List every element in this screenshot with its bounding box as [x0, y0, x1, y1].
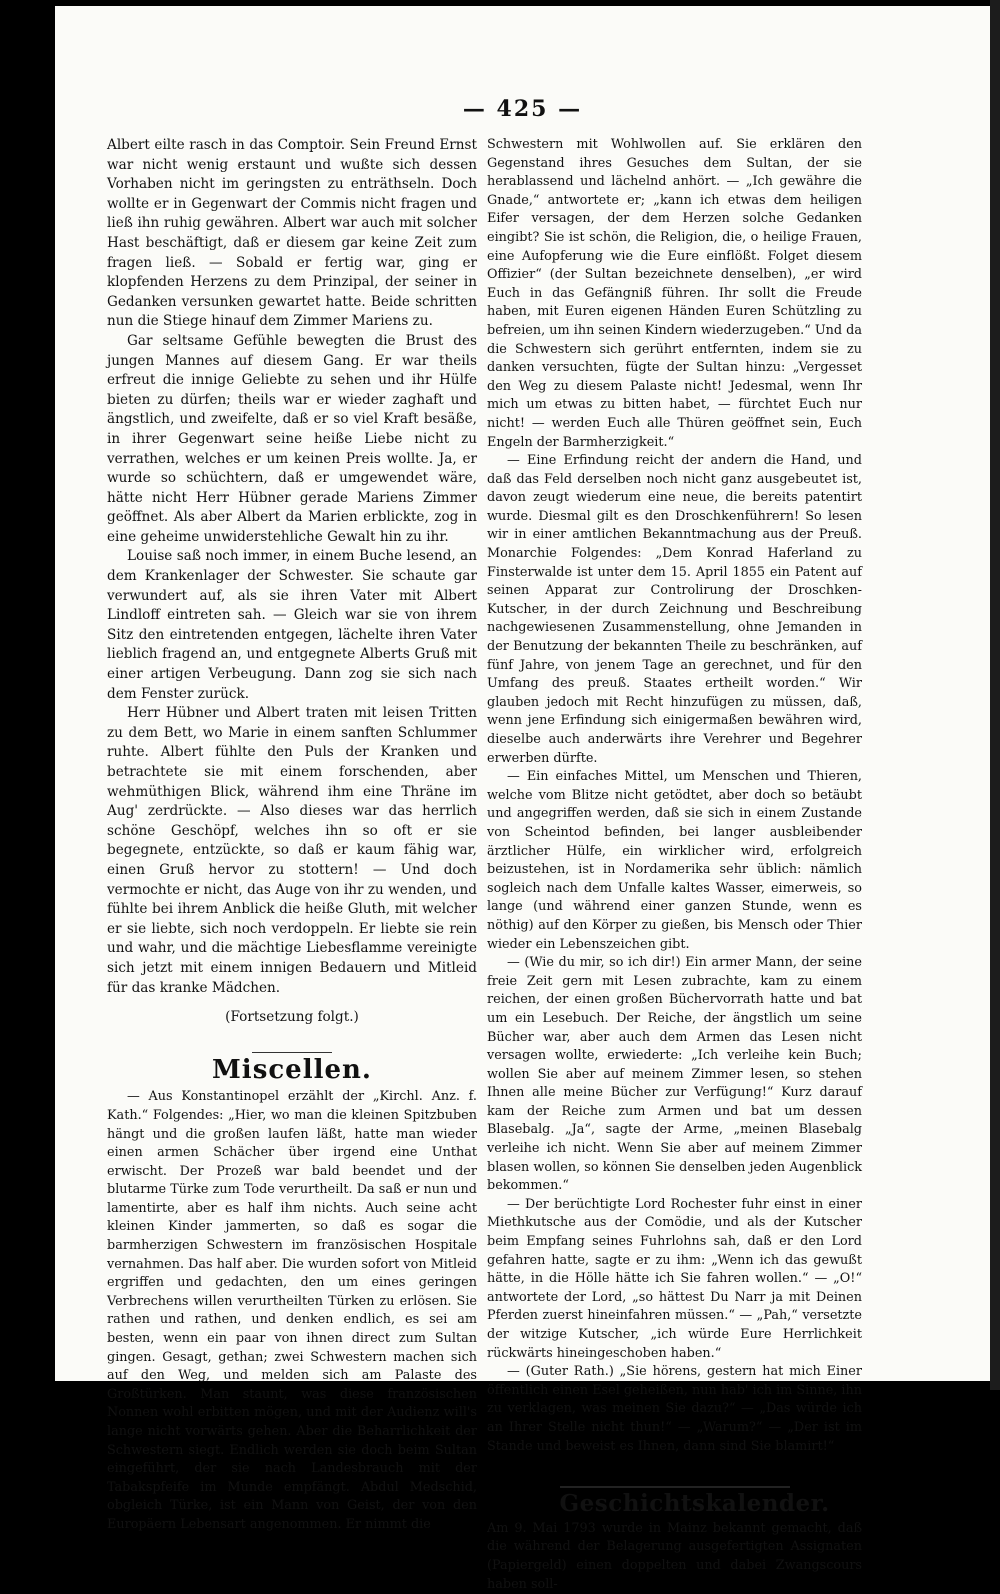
- misc-paragraph-7: — (Guter Rath.) „Sie hörens, gestern hat mich Einer öffentlich einen Esel geheißen, nun hab' ich im Sinne, ihn zu verklagen, was meinen Sie dazu?“ — „Das würde ich an Ihrer Stelle nicht thun!“ — „Warum?“ — „Der ist im Stande und beweist es Ihnen, dann sind Sie blamirt!“: [487, 1364, 862, 1454]
- misc-paragraph-3: — Eine Erfindung reicht der andern die Hand, und daß das Feld derselben noch nicht ganz ausgebeutet ist, davon zeugt wiederum eine neue, die bereits patentirt wurde. Diesmal gilt es den Droschkenführern! So lesen wir in einer amtlichen Bekanntmachung aus der Preuß. Monarchie Folgendes: „Dem Konrad Haferland zu Finsterwalde ist unter dem 15. April 1855 ein Patent auf seinen Apparat zur Controlirung der Droschken-Kutscher, in der durch Zeichnung und Beschreibung nachgewiesenen Zusammenstellung, ohne Jemanden in der Benutzung der bekannten Theile zu beschränken, auf fünf Jahre, von jenem Tage an gerechnet, und für den Umfang des preuß. Staates ertheilt worden.“ Wir glauben jedoch mit Recht hinzufügen zu müssen, daß, wenn jene Erfindung sich einigermaßen bewähren wird, dieselbe auch anderwärts ihre Verehrer und Begehrer erwerben dürfte.: [487, 453, 862, 766]
- right-column: [487, 136, 862, 1594]
- calendar-entry: Am 9. Mai 1793 wurde in Mainz bekannt gemacht, daß die während der Belagerung ausgefertigten Assignaten (Papiergeld) einen doppelten und dabei Zwangscours haben soll-: [487, 1520, 862, 1592]
- miscellany-heading: Miscellen.: [212, 1054, 372, 1085]
- story-paragraph-4: Herr Hübner und Albert traten mit leisen Tritten zu dem Bett, wo Marie in einem sanften Schlummer ruhte. Albert fühlte den Puls der Kranken und betrachtete sie mit einem forschenden, aber wehmüthigen Blick, während ihm eine Thräne im Aug' zerdrückte. — Also dieses war das herrlich schöne Geschöpf, welches ihn so oft er sie begegnete, entzückte, so daß er kaum fähig war, einen Gruß hervor zu stottern! — Und doch vermochte er nicht, das Auge von ihr zu wenden, und fühlte bei ihrem Anblick die heiße Gluth, mit welcher er sie liebte, sich noch verdoppeln. Er liebte sie rein und wahr, und die mächtige Liebesflamme vereinigte sich jetzt mit einem innigen Bedauern und Mitleid für das kranke Mädchen.: [107, 705, 477, 996]
- page-number: — 425 —: [462, 96, 583, 122]
- miscellany-continued: [487, 136, 862, 1456]
- continuation-note: (Fortsetzung folgt.): [225, 1009, 359, 1026]
- history-calendar-heading: Geschichtskalender.: [560, 1486, 790, 1514]
- misc-paragraph-6: — Der berüchtigte Lord Rochester fuhr einst in einer Miethkutsche aus der Comödie, und als der Kutscher beim Empfang seines Fuhrlohns sah, daß er den Lord gefahren hatte, sagte er zu ihm: „Wenn ich das gewußt hätte, in die Hölle hätte ich Sie fahren wollen.“ — „O!“ antwortete der Lord, „so hättest Du Narr ja mit Deinen Pferden zuerst hineinfahren müssen.“ — „Pah,“ versetzte der witzige Kutscher, „ich würde Eure Herrlichkeit rückwärts hineingeschoben haben.“: [487, 1196, 862, 1361]
- misc-paragraph-1: — Aus Konstantinopel erzählt der „Kirchl. Anz. f. Kath.“ Folgendes: „Hier, wo man die kleinen Spitzbuben hängt und die großen laufen läßt, hatte man wieder einen armen Schächer über irgend eine Unthat erwischt. Der Prozeß war bald beendet und der blutarme Türke zum Tode verurtheilt. Da saß er nun und lamentirte, aber es half ihm nichts. Auch seine acht kleinen Kinder jammerten, so daß es sogar die barmherzigen Schwestern im französischen Hospitale vernahmen. Das half aber. Die wurden sofort von Mitleid ergriffen und gedachten, den um eines geringen Verbrechens willen verurtheilten Türken zu erlösen. Sie rathen und rathen, und denken endlich, es sei am besten, wenn ein paar von ihnen direct zum Sultan gingen. Gesagt, gethan; zwei Schwestern machen sich auf den Weg, und melden sich am Palaste des Großtürken. Man staunt, was diese französischen Nonnen wohl erbitten mögen, und mit der Audienz will's lange nicht vorwärts gehen. Aber die Beharrlichkeit der Schwestern siegt. Endlich werden sie doch beim Sultan eingeführt, der sie nach Landesbrauch mit der Tabakspfeife im Munde empfängt. Abdul Medschid, obgleich Türke, ist ein Mann von Geist, der von den Europäern Lebensart angenommen. Er nimmt die: [107, 1089, 477, 1532]
- story-paragraph-2: Gar seltsame Gefühle bewegten die Brust des jungen Mannes auf diesem Gang. Er war theils erfreut die innige Geliebte zu sehen und ihr Hülfe bieten zu dürfen; theils war er wieder zaghaft und ängstlich, und zweifelte, daß er so viel Kraft besäße, in ihrer Gegenwart seine heiße Liebe nicht zu verrathen, welches er um keinen Preis wollte. Ja, er wurde so schüchtern, daß er umgewendet wäre, hätte nicht Herr Hübner gerade Mariens Zimmer geöffnet. Als aber Albert da Marien erblickte, zog in eine geheime unwiderstehliche Gewalt hin zu ihr.: [107, 332, 477, 545]
- history-calendar-section: [487, 1520, 862, 1594]
- story-paragraph-3: Louise saß noch immer, in einem Buche lesend, an dem Krankenlager der Schwester. Sie schaute gar verwundert auf, als sie ihren Vater mit Albert Lindloff eintreten sah. — Gleich war sie von ihrem Sitz den eintretenden entgegen, lächelte ihren Vater lieblich fragend an, und entgegnete Alberts Gruß mit einer artigen Verbeugung. Dann zog sie sich nach dem Fenster zurück.: [107, 548, 477, 702]
- newspaper-page: [55, 6, 990, 1592]
- story-paragraph-1: Albert eilte rasch in das Comptoir. Sein Freund Ernst war nicht wenig erstaunt und wußte sich dessen Vorhaben nicht im geringsten zu enträthseln. Doch wollte er in Gegenwart der Commis nicht fragen und ließ ihn ruhig gewähren. Albert war auch mit solcher Hast beschäftigt, daß er diesem gar keine Zeit zum fragen ließ. — Sobald er fertig war, ging er klopfenden Herzens zu dem Prinzipal, der seiner in Gedanken versunken gewartet hatte. Beide schritten nun die Stiege hinauf dem Zimmer Mariens zu.: [107, 137, 477, 330]
- section-divider: [252, 1052, 332, 1053]
- miscellany-section: [107, 1088, 477, 1534]
- misc-paragraph-2: Schwestern mit Wohlwollen auf. Sie erklären den Gegenstand ihres Gesuches dem Sultan, der sie herablassend und lächelnd anhört. — „Ich gewähre die Gnade,“ antwortete er; „kann ich etwas dem heiligen Eifer versagen, der dem Herzen solche Gedanken eingibt? Sie ist schön, die Religion, die, o heilige Frauen, eine Aufopferung wie die Eure einflößt. Folget diesem Offizier“ (der Sultan bezeichnete denselben), „er wird Euch in das Gefängniß führen. Ihr sollt die Freude haben, mit Euren eigenen Händen Euren Schützling zu befreien, um ihn seinen Kindern wiederzugeben.“ Und da die Schwestern sich gerührt entfernten, indem sie zu danken versuchten, fügte der Sultan hinzu: „Vergesset den Weg zu diesem Palaste nicht! Jedesmal, wenn Ihr mich um etwas zu bitten habet, — fürchtet Euch nur nicht! — werden Euch alle Thüren geöffnet sein, Euch Engeln der Barmherzigkeit.“: [487, 137, 862, 450]
- scan-edge: [990, 0, 1000, 1390]
- misc-paragraph-4: — Ein einfaches Mittel, um Menschen und Thieren, welche vom Blitze nicht getödtet, aber doch so betäubt und angegriffen werden, daß sie sich in einem Zustande von Scheintod befinden, bei langer ausbleibender ärztlicher Hülfe, ein wirklicher wird, erfolgreich beizustehen, ist in Nordamerika sehr üblich: nämlich sogleich nach dem Unfalle kaltes Wasser, eimerweis, so lange (und während einer ganzen Stunde, wenn es nöthig) auf den Körper zu gießen, bis Mensch oder Thier wieder ein Lebenszeichen gibt.: [487, 769, 862, 952]
- left-column: [107, 136, 477, 1535]
- misc-paragraph-5: — (Wie du mir, so ich dir!) Ein armer Mann, der seine freie Zeit gern mit Lesen zubrachte, kam zu einem reichen, der einen großen Büchervorrath hatte und bat um ein Lesebuch. Der Reiche, der ängstlich um seine Bücher war, aber auch dem Armen das Lesen nicht versagen wollte, erwiederte: „Ich verleihe kein Buch; wollen Sie aber auf meinem Zimmer lesen, so stehen Ihnen alle meine Bücher zur Verfügung!“ Kurz darauf kam der Reiche zum Armen und bat um dessen Blasebalg. „Ja“, sagte der Arme, „meinen Blasebalg verleihe ich nicht. Wenn Sie aber auf meinem Zimmer blasen wollen, so können Sie denselben jeden Augenblick bekommen.“: [487, 955, 862, 1194]
